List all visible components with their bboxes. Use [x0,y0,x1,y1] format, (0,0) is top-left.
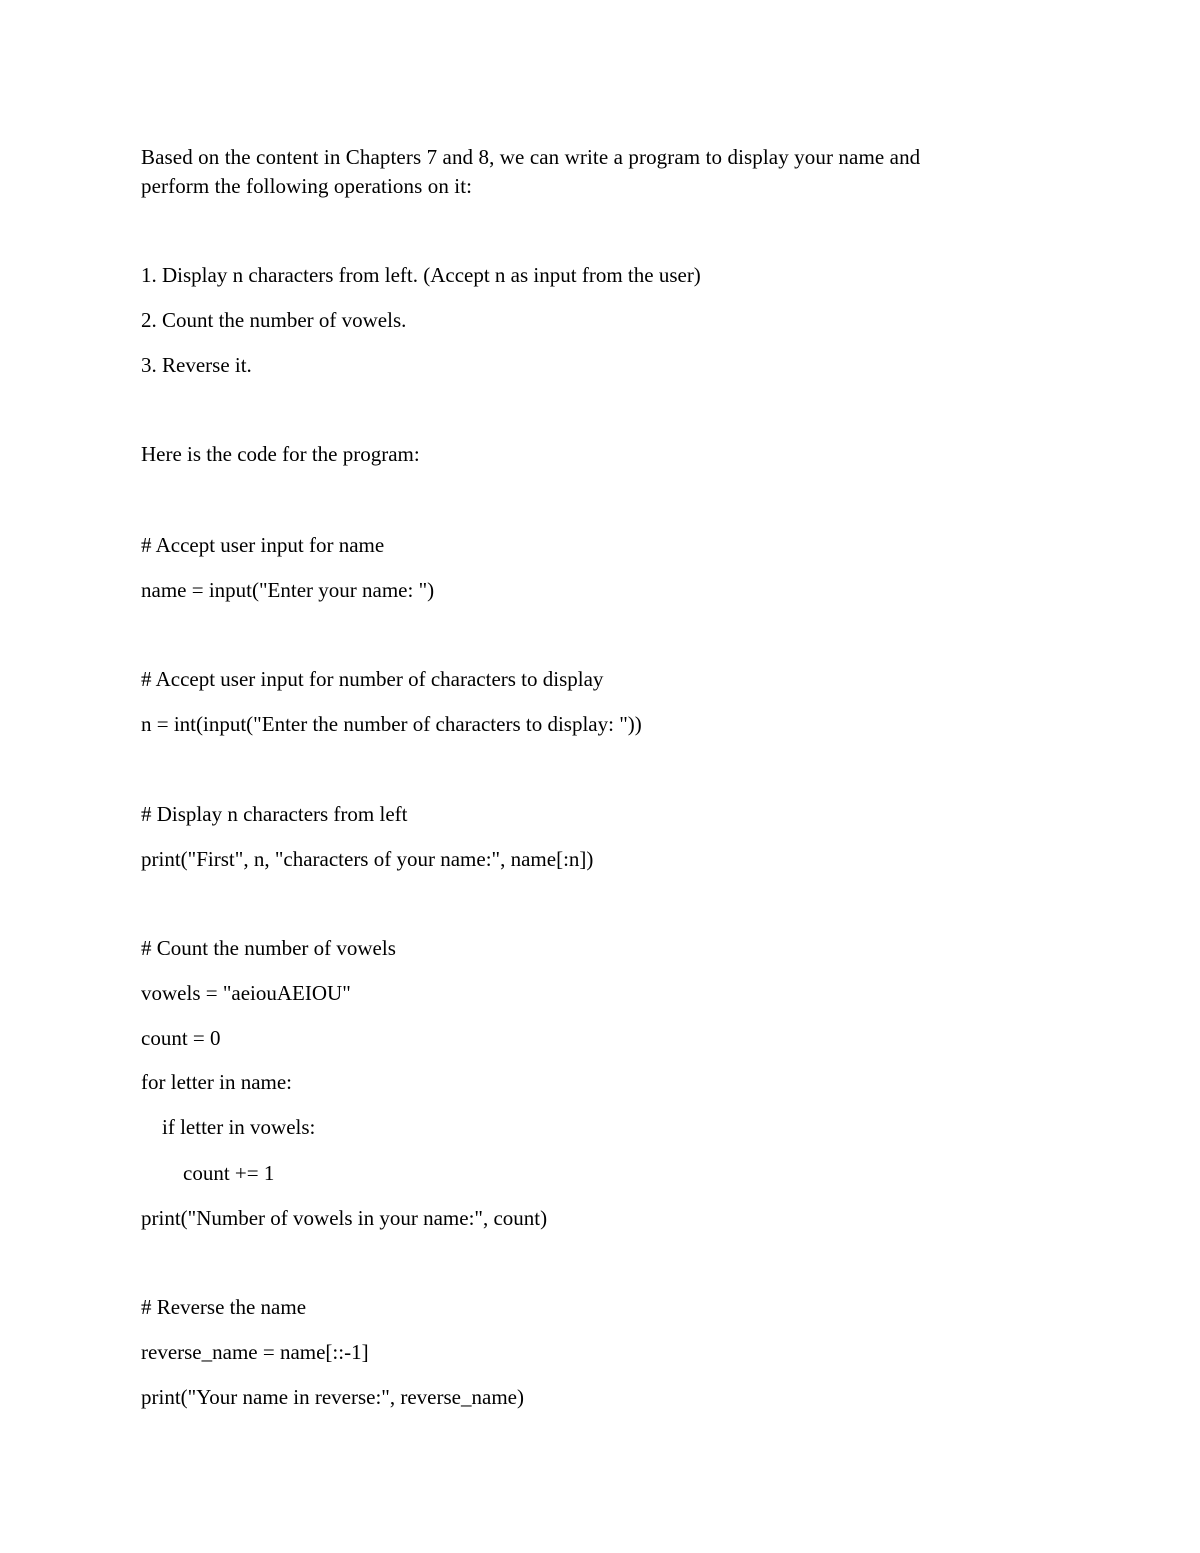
intro-line-1: Based on the content in Chapters 7 and 8, we can write a program to display your name and [141,145,921,169]
code-line-increment: count += 1 [141,1161,275,1185]
code-line-name-input: name = input("Enter your name: ") [141,578,435,602]
operation-item-1: 1. Display n characters from left. (Accept n as input from the user) [141,263,701,287]
code-comment-reverse: # Reverse the name [141,1295,307,1319]
intro-line-2: perform the following operations on it: [141,174,473,198]
code-line-print-first: print("First", n, "characters of your name:", name[:n]) [141,847,594,871]
code-line-count: count = 0 [141,1026,221,1050]
code-line-print-reverse: print("Your name in reverse:", reverse_name) [141,1385,524,1409]
code-line-vowels: vowels = "aeiouAEIOU" [141,981,351,1005]
code-comment-display: # Display n characters from left [141,802,408,826]
code-comment-n: # Accept user input for number of characters to display [141,667,604,691]
operation-item-3: 3. Reverse it. [141,353,252,377]
code-line-print-count: print("Number of vowels in your name:", count) [141,1206,548,1230]
code-line-reverse: reverse_name = name[::-1] [141,1340,369,1364]
code-line-for: for letter in name: [141,1070,293,1094]
code-comment-name: # Accept user input for name [141,533,385,557]
operation-item-2: 2. Count the number of vowels. [141,308,407,332]
code-line-if: if letter in vowels: [141,1115,316,1139]
code-intro: Here is the code for the program: [141,442,420,466]
code-comment-vowels: # Count the number of vowels [141,936,396,960]
code-line-n-input: n = int(input("Enter the number of characters to display: ")) [141,712,642,736]
